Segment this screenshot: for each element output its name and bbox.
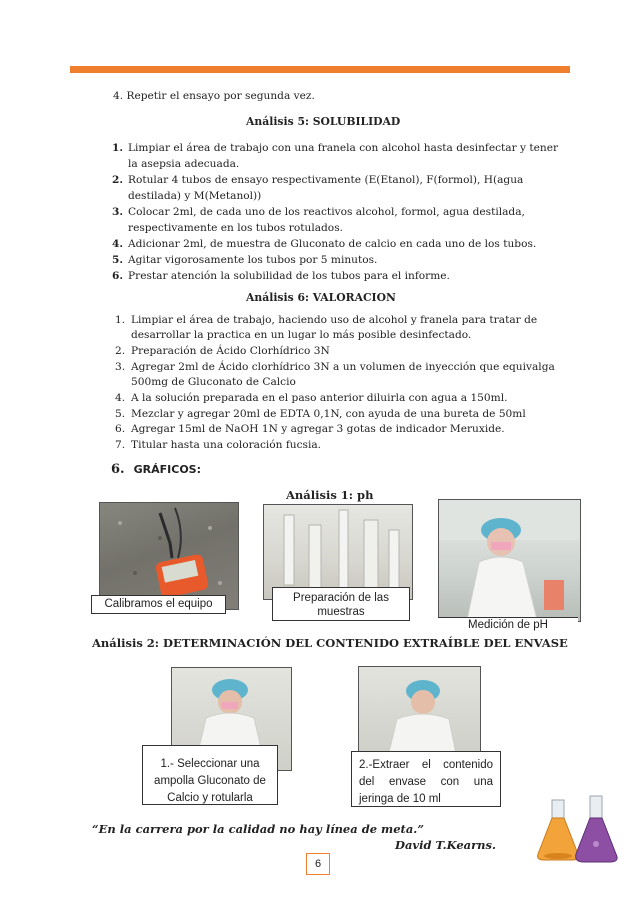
- list-item: la asepsia adecuada.: [128, 158, 240, 170]
- quote-author: David T.Kearns.: [395, 838, 497, 852]
- list-item: Rotular 4 tubos de ensayo respectivamente (E(Etanol), F(formol), H(agua: [128, 174, 524, 186]
- list-number: 7.: [115, 439, 126, 451]
- list-item: destilada) y M(Metanol)): [128, 190, 262, 202]
- caption-extract-content: 2.-Extraer el contenido del envase con una jeringa de 10 ml: [351, 751, 501, 807]
- list-item: Colocar 2ml, de cada uno de los reactivos alcohol, formol, agua destilada,: [128, 206, 525, 218]
- photo-preparation: [263, 504, 413, 600]
- caption-ph-measurement: Medición de pH: [438, 617, 578, 633]
- list-item: Limpiar el área de trabajo con una franela con alcohol hasta desinfectar y tener: [128, 142, 559, 154]
- section-heading: 6. GRÁFICOS:: [111, 462, 202, 477]
- flask-illustration: [532, 794, 626, 864]
- repeat-step: 4. Repetir el ensayo por segunda vez.: [113, 90, 315, 102]
- list-item: Adicionar 2ml, de muestra de Gluconato de calcio en cada uno de los tubos.: [128, 238, 537, 250]
- list-item: Mezclar y agregar 20ml de EDTA 0,1N, con ayuda de una bureta de 50ml: [131, 408, 526, 420]
- list-number: 2.: [115, 345, 126, 357]
- photo-calibration: [99, 502, 239, 610]
- analysis1-title: Análisis 1: ph: [286, 488, 374, 502]
- list-item: respectivamente en los tubos rotulados.: [128, 222, 343, 234]
- list-item: Titular hasta una coloración fucsia.: [131, 439, 322, 451]
- page-number: 6: [306, 853, 330, 875]
- analysis5-title: Análisis 5: SOLUBILIDAD: [246, 115, 401, 128]
- list-number: 1.: [112, 142, 124, 154]
- list-item: A la solución preparada en el paso anterior diluirla con agua a 150ml.: [131, 392, 508, 404]
- list-number: 6.: [112, 270, 124, 282]
- list-item: Limpiar el área de trabajo, haciendo uso de alcohol y franela para tratar de: [131, 314, 538, 326]
- list-item: Prestar atención la solubilidad de los tubos para el informe.: [128, 270, 450, 282]
- photo-ph-measurement: [438, 499, 581, 622]
- caption-calibration: Calibramos el equipo: [91, 595, 226, 614]
- list-number: 5.: [112, 254, 124, 266]
- list-number: 3.: [112, 206, 124, 218]
- photo-ph-image: [439, 500, 580, 621]
- caption-select-ampoule: 1.- Seleccionar una ampolla Gluconato de Calcio y rotularla: [142, 745, 278, 805]
- list-number: 2.: [112, 174, 124, 186]
- list-item: 500mg de Gluconato de Calcio: [131, 376, 296, 388]
- list-number: 4.: [112, 238, 124, 250]
- photo-calibration-image: [100, 503, 238, 609]
- analysis6-title: Análisis 6: VALORACION: [246, 291, 396, 304]
- quote-text: “En la carrera por la calidad no hay línea de meta.”: [92, 822, 424, 836]
- list-number: 4.: [115, 392, 126, 404]
- list-item: Preparación de Ácido Clorhídrico 3N: [131, 345, 330, 357]
- list-number: 6.: [115, 423, 126, 435]
- list-number: 1.: [115, 314, 126, 326]
- caption-preparation: Preparación de las muestras: [272, 587, 410, 621]
- list-item: Agregar 2ml de Ácido clorhídrico 3N a un volumen de inyección que equivalga: [131, 361, 555, 373]
- photo-preparation-image: [264, 505, 412, 599]
- header-accent-bar: [70, 66, 570, 73]
- list-item: Agitar vigorosamente los tubos por 5 minutos.: [128, 254, 378, 266]
- analysis2-title: Análisis 2: DETERMINACIÓN DEL CONTENIDO EXTRAÍBLE DEL ENVASE: [92, 636, 568, 650]
- flask-icon: [532, 794, 626, 864]
- list-item: desarrollar la practica en un lugar lo más posible desinfectado.: [131, 329, 472, 341]
- list-number: 3.: [115, 361, 126, 373]
- list-number: 5.: [115, 408, 126, 420]
- list-item: Agregar 15ml de NaOH 1N y agregar 3 gotas de indicador Meruxide.: [131, 423, 505, 435]
